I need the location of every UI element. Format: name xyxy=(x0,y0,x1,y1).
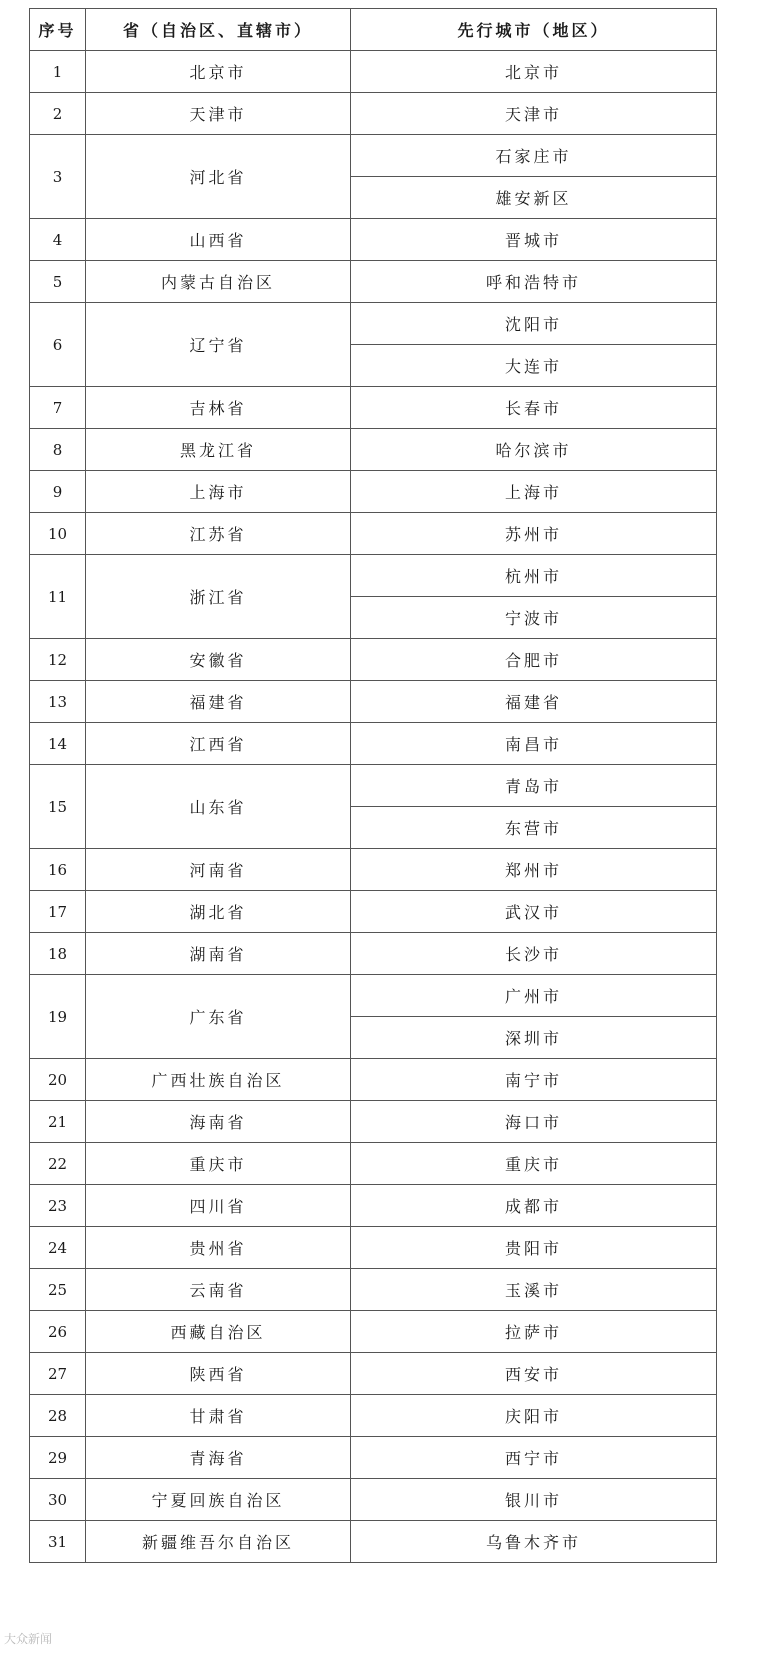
serial-cell: 1 xyxy=(30,51,86,93)
city-cell: 玉溪市 xyxy=(351,1269,717,1311)
serial-cell: 22 xyxy=(30,1143,86,1185)
table-row xyxy=(30,555,717,597)
province-cell: 福建省 xyxy=(86,681,351,723)
city-cell: 贵阳市 xyxy=(351,1227,717,1269)
city-cell: 广州市 xyxy=(351,975,717,1017)
table-row xyxy=(30,1521,717,1563)
city-cell: 南昌市 xyxy=(351,723,717,765)
table-row xyxy=(30,1269,717,1311)
city-cell: 福建省 xyxy=(351,681,717,723)
province-cell: 甘肃省 xyxy=(86,1395,351,1437)
province-cell: 上海市 xyxy=(86,471,351,513)
serial-cell: 16 xyxy=(30,849,86,891)
province-cell: 河北省 xyxy=(86,135,351,219)
serial-cell: 17 xyxy=(30,891,86,933)
city-cell: 长春市 xyxy=(351,387,717,429)
province-cell: 广西壮族自治区 xyxy=(86,1059,351,1101)
city-cell: 重庆市 xyxy=(351,1143,717,1185)
province-cell: 宁夏回族自治区 xyxy=(86,1479,351,1521)
table-row xyxy=(30,639,717,681)
table-row xyxy=(30,1185,717,1227)
watermark: 大众新闻 xyxy=(4,1632,53,1646)
table-row xyxy=(30,765,717,807)
province-cell: 河南省 xyxy=(86,849,351,891)
city-cell: 东营市 xyxy=(351,807,717,849)
table-row xyxy=(30,387,717,429)
province-cell: 湖北省 xyxy=(86,891,351,933)
header-city: 先行城市（地区） xyxy=(351,9,717,51)
serial-cell: 18 xyxy=(30,933,86,975)
city-cell: 西安市 xyxy=(351,1353,717,1395)
province-cell: 辽宁省 xyxy=(86,303,351,387)
province-cell: 黑龙江省 xyxy=(86,429,351,471)
city-cell: 长沙市 xyxy=(351,933,717,975)
table-row xyxy=(30,723,717,765)
table-row xyxy=(30,471,717,513)
province-cell: 江苏省 xyxy=(86,513,351,555)
table-body xyxy=(30,51,717,1563)
city-cell: 合肥市 xyxy=(351,639,717,681)
province-cell: 湖南省 xyxy=(86,933,351,975)
serial-cell: 28 xyxy=(30,1395,86,1437)
table-row xyxy=(30,891,717,933)
province-cell: 贵州省 xyxy=(86,1227,351,1269)
serial-cell: 14 xyxy=(30,723,86,765)
province-cell: 浙江省 xyxy=(86,555,351,639)
province-cell: 吉林省 xyxy=(86,387,351,429)
city-cell: 呼和浩特市 xyxy=(351,261,717,303)
serial-cell: 11 xyxy=(30,555,86,639)
table-row xyxy=(30,681,717,723)
serial-cell: 2 xyxy=(30,93,86,135)
serial-cell: 21 xyxy=(30,1101,86,1143)
table-row xyxy=(30,51,717,93)
city-cell: 哈尔滨市 xyxy=(351,429,717,471)
serial-cell: 5 xyxy=(30,261,86,303)
province-cell: 海南省 xyxy=(86,1101,351,1143)
serial-cell: 24 xyxy=(30,1227,86,1269)
table-row xyxy=(30,513,717,555)
city-cell: 乌鲁木齐市 xyxy=(351,1521,717,1563)
serial-cell: 25 xyxy=(30,1269,86,1311)
city-cell: 雄安新区 xyxy=(351,177,717,219)
province-cell: 广东省 xyxy=(86,975,351,1059)
city-cell: 北京市 xyxy=(351,51,717,93)
province-cell: 青海省 xyxy=(86,1437,351,1479)
serial-cell: 9 xyxy=(30,471,86,513)
table-row xyxy=(30,975,717,1017)
serial-cell: 3 xyxy=(30,135,86,219)
serial-cell: 20 xyxy=(30,1059,86,1101)
table-row xyxy=(30,1143,717,1185)
city-cell: 南宁市 xyxy=(351,1059,717,1101)
province-cell: 重庆市 xyxy=(86,1143,351,1185)
city-cell: 大连市 xyxy=(351,345,717,387)
city-cell: 银川市 xyxy=(351,1479,717,1521)
province-cell: 天津市 xyxy=(86,93,351,135)
province-cell: 山东省 xyxy=(86,765,351,849)
pilot-cities-table xyxy=(29,8,717,1563)
serial-cell: 10 xyxy=(30,513,86,555)
province-cell: 陕西省 xyxy=(86,1353,351,1395)
table-row xyxy=(30,1437,717,1479)
city-cell: 西宁市 xyxy=(351,1437,717,1479)
table-row xyxy=(30,1227,717,1269)
header-province: 省（自治区、直辖市） xyxy=(86,9,351,51)
city-cell: 沈阳市 xyxy=(351,303,717,345)
province-cell: 西藏自治区 xyxy=(86,1311,351,1353)
province-cell: 云南省 xyxy=(86,1269,351,1311)
city-cell: 武汉市 xyxy=(351,891,717,933)
header-row xyxy=(30,9,717,51)
city-cell: 成都市 xyxy=(351,1185,717,1227)
table-row xyxy=(30,1479,717,1521)
table-row xyxy=(30,1395,717,1437)
table-row xyxy=(30,93,717,135)
city-cell: 宁波市 xyxy=(351,597,717,639)
serial-cell: 8 xyxy=(30,429,86,471)
serial-cell: 15 xyxy=(30,765,86,849)
serial-cell: 23 xyxy=(30,1185,86,1227)
serial-cell: 30 xyxy=(30,1479,86,1521)
province-cell: 四川省 xyxy=(86,1185,351,1227)
serial-cell: 6 xyxy=(30,303,86,387)
serial-cell: 31 xyxy=(30,1521,86,1563)
city-cell: 海口市 xyxy=(351,1101,717,1143)
serial-cell: 12 xyxy=(30,639,86,681)
province-cell: 江西省 xyxy=(86,723,351,765)
city-cell: 庆阳市 xyxy=(351,1395,717,1437)
table-row xyxy=(30,261,717,303)
table-row xyxy=(30,429,717,471)
city-cell: 苏州市 xyxy=(351,513,717,555)
table-row xyxy=(30,1101,717,1143)
serial-cell: 26 xyxy=(30,1311,86,1353)
table-row xyxy=(30,933,717,975)
city-cell: 深圳市 xyxy=(351,1017,717,1059)
table-row xyxy=(30,219,717,261)
serial-cell: 27 xyxy=(30,1353,86,1395)
table-row xyxy=(30,849,717,891)
province-cell: 内蒙古自治区 xyxy=(86,261,351,303)
table-row xyxy=(30,1353,717,1395)
city-cell: 晋城市 xyxy=(351,219,717,261)
serial-cell: 13 xyxy=(30,681,86,723)
province-cell: 新疆维吾尔自治区 xyxy=(86,1521,351,1563)
table-row xyxy=(30,1311,717,1353)
serial-cell: 19 xyxy=(30,975,86,1059)
province-cell: 北京市 xyxy=(86,51,351,93)
city-cell: 石家庄市 xyxy=(351,135,717,177)
city-cell: 杭州市 xyxy=(351,555,717,597)
city-cell: 郑州市 xyxy=(351,849,717,891)
province-cell: 山西省 xyxy=(86,219,351,261)
table-row xyxy=(30,135,717,177)
header-serial: 序号 xyxy=(30,9,86,51)
city-cell: 青岛市 xyxy=(351,765,717,807)
table-row xyxy=(30,1059,717,1101)
table-row xyxy=(30,303,717,345)
city-cell: 拉萨市 xyxy=(351,1311,717,1353)
serial-cell: 29 xyxy=(30,1437,86,1479)
city-cell: 上海市 xyxy=(351,471,717,513)
city-cell: 天津市 xyxy=(351,93,717,135)
serial-cell: 7 xyxy=(30,387,86,429)
serial-cell: 4 xyxy=(30,219,86,261)
province-cell: 安徽省 xyxy=(86,639,351,681)
